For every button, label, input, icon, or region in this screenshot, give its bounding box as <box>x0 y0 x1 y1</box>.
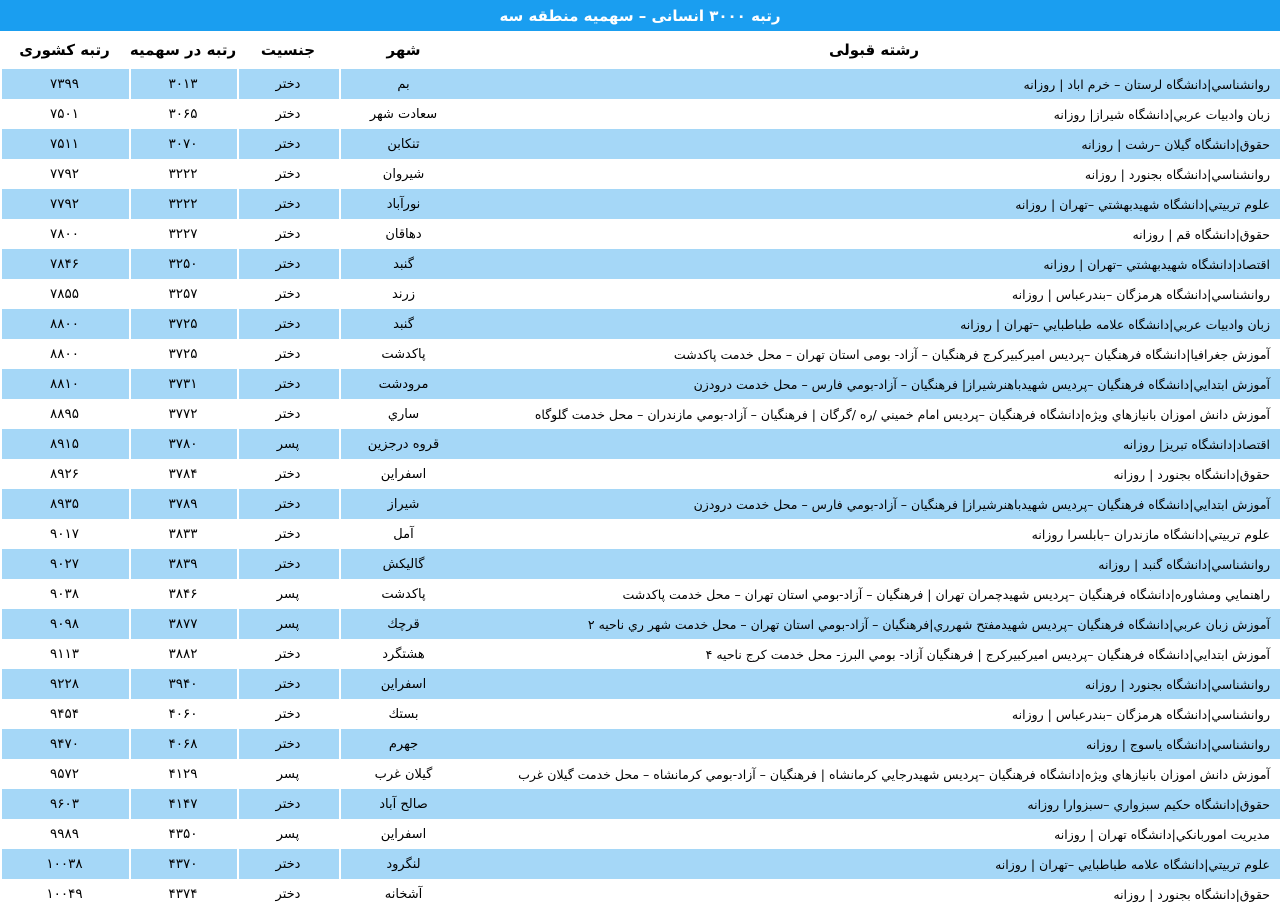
cell-quota-rank: ۳۸۴۶ <box>129 579 237 609</box>
table-row <box>0 279 1280 309</box>
table-row <box>0 759 1280 789</box>
cell-gender: دختر <box>237 879 339 909</box>
cell-quota-rank: ۳۰۱۳ <box>129 69 237 99</box>
table-row <box>0 429 1280 459</box>
cell-city: شیروان <box>339 159 468 189</box>
cell-quota-rank: ۴۳۷۴ <box>129 879 237 909</box>
cell-gender: پسر <box>237 609 339 639</box>
cell-country-rank: ۸۸۹۵ <box>0 399 129 429</box>
table-row <box>0 99 1280 129</box>
cell-quota-rank: ۳۷۲۵ <box>129 309 237 339</box>
cell-country-rank: ۸۸۰۰ <box>0 339 129 369</box>
cell-quota-rank: ۳۷۸۴ <box>129 459 237 489</box>
cell-major: راهنمایي ومشاوره|دانشگاه فرهنگیان –پردیس شهیدچمران تهران | فرهنگیان – آزاد-بومي استان تهران – محل خدمت پاکدشت <box>468 579 1280 609</box>
cell-city: پاکدشت <box>339 579 468 609</box>
cell-country-rank: ۹۲۲۸ <box>0 669 129 699</box>
cell-city: هشتگرد <box>339 639 468 669</box>
cell-country-rank: ۹۰۳۸ <box>0 579 129 609</box>
table-row <box>0 459 1280 489</box>
cell-gender: پسر <box>237 429 339 459</box>
cell-major: مدیریت اموربانکي|دانشگاه تهران | روزانه <box>468 819 1280 849</box>
cell-gender: دختر <box>237 69 339 99</box>
table-row <box>0 579 1280 609</box>
table-row <box>0 669 1280 699</box>
cell-gender: دختر <box>237 849 339 879</box>
cell-city: لنگرود <box>339 849 468 879</box>
cell-country-rank: ۷۵۱۱ <box>0 129 129 159</box>
cell-quota-rank: ۳۷۸۰ <box>129 429 237 459</box>
page-title-bar <box>0 0 1280 31</box>
cell-major: آموزش دانش اموزان بانیازهاي ویژه|دانشگاه فرهنگیان –پردیس امام خمیني /ره /گرگان | فرهنگیان – آزاد-بومي مازندران – محل خدمت گلوگاه <box>468 399 1280 429</box>
cell-quota-rank: ۳۰۶۵ <box>129 99 237 129</box>
column-header-quota-rank: رتبه در سهمیه <box>129 31 237 69</box>
cell-quota-rank: ۳۸۷۷ <box>129 609 237 639</box>
cell-country-rank: ۸۸۰۰ <box>0 309 129 339</box>
cell-country-rank: ۹۴۷۰ <box>0 729 129 759</box>
cell-quota-rank: ۴۳۷۰ <box>129 849 237 879</box>
cell-city: گنبد <box>339 309 468 339</box>
cell-major: روانشناسي|دانشگاه بجنورد | روزانه <box>468 669 1280 699</box>
cell-country-rank: ۷۳۹۹ <box>0 69 129 99</box>
cell-quota-rank: ۳۸۳۹ <box>129 549 237 579</box>
cell-gender: دختر <box>237 219 339 249</box>
table-row <box>0 69 1280 99</box>
cell-country-rank: ۹۴۵۴ <box>0 699 129 729</box>
cell-gender: دختر <box>237 189 339 219</box>
cell-gender: دختر <box>237 339 339 369</box>
cell-city: گنبد <box>339 249 468 279</box>
cell-country-rank: ۹۵۷۲ <box>0 759 129 789</box>
cell-quota-rank: ۳۲۲۲ <box>129 159 237 189</box>
table-row <box>0 879 1280 909</box>
cell-gender: دختر <box>237 279 339 309</box>
cell-major: روانشناسي|دانشگاه بجنورد | روزانه <box>468 159 1280 189</box>
cell-major: روانشناسي|دانشگاه هرمزگان –بندرعباس | روزانه <box>468 699 1280 729</box>
cell-quota-rank: ۳۰۷۰ <box>129 129 237 159</box>
cell-city: اسفراین <box>339 819 468 849</box>
cell-major: روانشناسي|دانشگاه گنبد | روزانه <box>468 549 1280 579</box>
cell-major: حقوق|دانشگاه گیلان –رشت | روزانه <box>468 129 1280 159</box>
table-row <box>0 849 1280 879</box>
cell-gender: دختر <box>237 549 339 579</box>
cell-quota-rank: ۳۲۲۷ <box>129 219 237 249</box>
table-row <box>0 729 1280 759</box>
cell-city: قرچك <box>339 609 468 639</box>
cell-gender: دختر <box>237 729 339 759</box>
table-row <box>0 189 1280 219</box>
table-row <box>0 369 1280 399</box>
cell-city: آشخانه <box>339 879 468 909</box>
cell-gender: دختر <box>237 669 339 699</box>
cell-city: نورآباد <box>339 189 468 219</box>
table-row <box>0 819 1280 849</box>
cell-city: پاکدشت <box>339 339 468 369</box>
cell-major: آموزش جغرافیا|دانشگاه فرهنگیان –پردیس امیرکبیرکرج فرهنگیان – آزاد- بومی استان تهران – محل خدمت پاکدشت <box>468 339 1280 369</box>
table-row <box>0 489 1280 519</box>
cell-gender: پسر <box>237 819 339 849</box>
cell-quota-rank: ۳۸۳۳ <box>129 519 237 549</box>
cell-city: مرودشت <box>339 369 468 399</box>
table-header <box>0 31 1280 69</box>
cell-gender: پسر <box>237 759 339 789</box>
results-table <box>0 31 1280 909</box>
cell-gender: دختر <box>237 489 339 519</box>
table-row <box>0 249 1280 279</box>
table-row <box>0 309 1280 339</box>
cell-city: گالیکش <box>339 549 468 579</box>
cell-major: زبان وادبیات عربي|دانشگاه علامه طباطبایي –تهران | روزانه <box>468 309 1280 339</box>
cell-major: آموزش ابتدایي|دانشگاه فرهنگیان –پردیس امیرکبیرکرج | فرهنگیان آزاد- بومي البرز- محل خدمت کرج ناحیه ۴ <box>468 639 1280 669</box>
column-header-major: رشته قبولی <box>468 31 1280 69</box>
cell-city: ساري <box>339 399 468 429</box>
cell-country-rank: ۹۱۱۳ <box>0 639 129 669</box>
cell-major: روانشناسي|دانشگاه یاسوج | روزانه <box>468 729 1280 759</box>
cell-city: جهرم <box>339 729 468 759</box>
table-row <box>0 399 1280 429</box>
cell-city: زرند <box>339 279 468 309</box>
cell-gender: پسر <box>237 579 339 609</box>
cell-quota-rank: ۳۸۸۲ <box>129 639 237 669</box>
cell-gender: دختر <box>237 249 339 279</box>
cell-country-rank: ۷۷۹۲ <box>0 159 129 189</box>
cell-quota-rank: ۳۲۵۷ <box>129 279 237 309</box>
cell-quota-rank: ۳۹۴۰ <box>129 669 237 699</box>
cell-gender: دختر <box>237 159 339 189</box>
cell-country-rank: ۸۹۳۵ <box>0 489 129 519</box>
cell-country-rank: ۱۰۰۴۹ <box>0 879 129 909</box>
cell-gender: دختر <box>237 129 339 159</box>
column-header-gender: جنسیت <box>237 31 339 69</box>
cell-country-rank: ۸۹۱۵ <box>0 429 129 459</box>
cell-city: اسفراین <box>339 459 468 489</box>
column-header-city: شهر <box>339 31 468 69</box>
cell-country-rank: ۱۰۰۳۸ <box>0 849 129 879</box>
table-row <box>0 639 1280 669</box>
cell-gender: دختر <box>237 309 339 339</box>
cell-country-rank: ۷۵۰۱ <box>0 99 129 129</box>
cell-city: صالح آباد <box>339 789 468 819</box>
cell-major: حقوق|دانشگاه بجنورد | روزانه <box>468 879 1280 909</box>
cell-country-rank: ۷۸۵۵ <box>0 279 129 309</box>
cell-country-rank: ۹۰۱۷ <box>0 519 129 549</box>
cell-quota-rank: ۴۰۶۸ <box>129 729 237 759</box>
table-row <box>0 159 1280 189</box>
cell-city: تنکابن <box>339 129 468 159</box>
cell-country-rank: ۹۹۸۹ <box>0 819 129 849</box>
cell-major: علوم تربیتي|دانشگاه شهیدبهشتي –تهران | روزانه <box>468 189 1280 219</box>
cell-country-rank: ۹۰۲۷ <box>0 549 129 579</box>
cell-gender: دختر <box>237 99 339 129</box>
table-row <box>0 219 1280 249</box>
cell-city: دهاقان <box>339 219 468 249</box>
cell-major: علوم تربیتي|دانشگاه علامه طباطبایي –تهران | روزانه <box>468 849 1280 879</box>
cell-quota-rank: ۳۷۸۹ <box>129 489 237 519</box>
cell-quota-rank: ۳۲۲۲ <box>129 189 237 219</box>
table-row <box>0 339 1280 369</box>
cell-gender: دختر <box>237 639 339 669</box>
cell-gender: دختر <box>237 399 339 429</box>
cell-major: اقتصاد|دانشگاه شهیدبهشتي –تهران | روزانه <box>468 249 1280 279</box>
page-title: رتبه ۳۰۰۰ انسانی – سهمیه منطقه سه <box>499 6 781 25</box>
cell-major: حقوق|دانشگاه حکیم سبزواري –سبزوارا روزانه <box>468 789 1280 819</box>
cell-gender: دختر <box>237 789 339 819</box>
cell-quota-rank: ۳۷۲۵ <box>129 339 237 369</box>
cell-gender: دختر <box>237 519 339 549</box>
table-row <box>0 519 1280 549</box>
cell-quota-rank: ۴۰۶۰ <box>129 699 237 729</box>
cell-quota-rank: ۳۷۳۱ <box>129 369 237 399</box>
cell-gender: دختر <box>237 699 339 729</box>
cell-city: شیراز <box>339 489 468 519</box>
cell-major: آموزش زبان عربي|دانشگاه فرهنگیان –پردیس شهیدمفتح شهرري|فرهنگیان – آزاد-بومي استان تهران – محل خدمت شهر ري ناحیه ۲ <box>468 609 1280 639</box>
cell-major: اقتصاد|دانشگاه تبریز| روزانه <box>468 429 1280 459</box>
cell-city: سعادت شهر <box>339 99 468 129</box>
cell-quota-rank: ۳۷۷۲ <box>129 399 237 429</box>
cell-city: بستك <box>339 699 468 729</box>
cell-quota-rank: ۳۲۵۰ <box>129 249 237 279</box>
table-row <box>0 699 1280 729</box>
cell-country-rank: ۷۸۴۶ <box>0 249 129 279</box>
cell-city: قروه درجزین <box>339 429 468 459</box>
table-row <box>0 549 1280 579</box>
cell-country-rank: ۸۹۲۶ <box>0 459 129 489</box>
cell-quota-rank: ۴۱۴۷ <box>129 789 237 819</box>
cell-country-rank: ۸۸۱۰ <box>0 369 129 399</box>
cell-country-rank: ۷۷۹۲ <box>0 189 129 219</box>
cell-major: زبان وادبیات عربي|دانشگاه شیراز| روزانه <box>468 99 1280 129</box>
cell-country-rank: ۹۶۰۳ <box>0 789 129 819</box>
header-row <box>0 31 1280 69</box>
table-body <box>0 69 1280 909</box>
cell-major: روانشناسي|دانشگاه لرستان – خرم اباد | روزانه <box>468 69 1280 99</box>
table-row <box>0 129 1280 159</box>
table-row <box>0 609 1280 639</box>
cell-major: آموزش ابتدایي|دانشگاه فرهنگیان –پردیس شهیدباهنرشیراز| فرهنگیان – آزاد-بومي فارس – محل خدمت درودزن <box>468 489 1280 519</box>
cell-country-rank: ۹۰۹۸ <box>0 609 129 639</box>
cell-city: گیلان غرب <box>339 759 468 789</box>
cell-city: اسفراین <box>339 669 468 699</box>
cell-city: آمل <box>339 519 468 549</box>
cell-quota-rank: ۴۱۲۹ <box>129 759 237 789</box>
cell-country-rank: ۷۸۰۰ <box>0 219 129 249</box>
column-header-country-rank: رتبه کشوری <box>0 31 129 69</box>
cell-major: علوم تربیتي|دانشگاه مازندران –بابلسرا روزانه <box>468 519 1280 549</box>
table-row <box>0 789 1280 819</box>
cell-major: حقوق|دانشگاه بجنورد | روزانه <box>468 459 1280 489</box>
cell-quota-rank: ۴۳۵۰ <box>129 819 237 849</box>
cell-gender: دختر <box>237 459 339 489</box>
cell-major: روانشناسي|دانشگاه هرمزگان –بندرعباس | روزانه <box>468 279 1280 309</box>
cell-city: بم <box>339 69 468 99</box>
cell-major: آموزش ابتدایي|دانشگاه فرهنگیان –پردیس شهیدباهنرشیراز| فرهنگیان – آزاد-بومي فارس – محل خدمت درودزن <box>468 369 1280 399</box>
cell-major: حقوق|دانشگاه قم | روزانه <box>468 219 1280 249</box>
cell-gender: دختر <box>237 369 339 399</box>
cell-major: آموزش دانش اموزان بانیازهاي ویژه|دانشگاه فرهنگیان –پردیس شهیدرجایي کرمانشاه | فرهنگیان – آزاد-بومي کرمانشاه – محل خدمت گیلان غرب <box>468 759 1280 789</box>
